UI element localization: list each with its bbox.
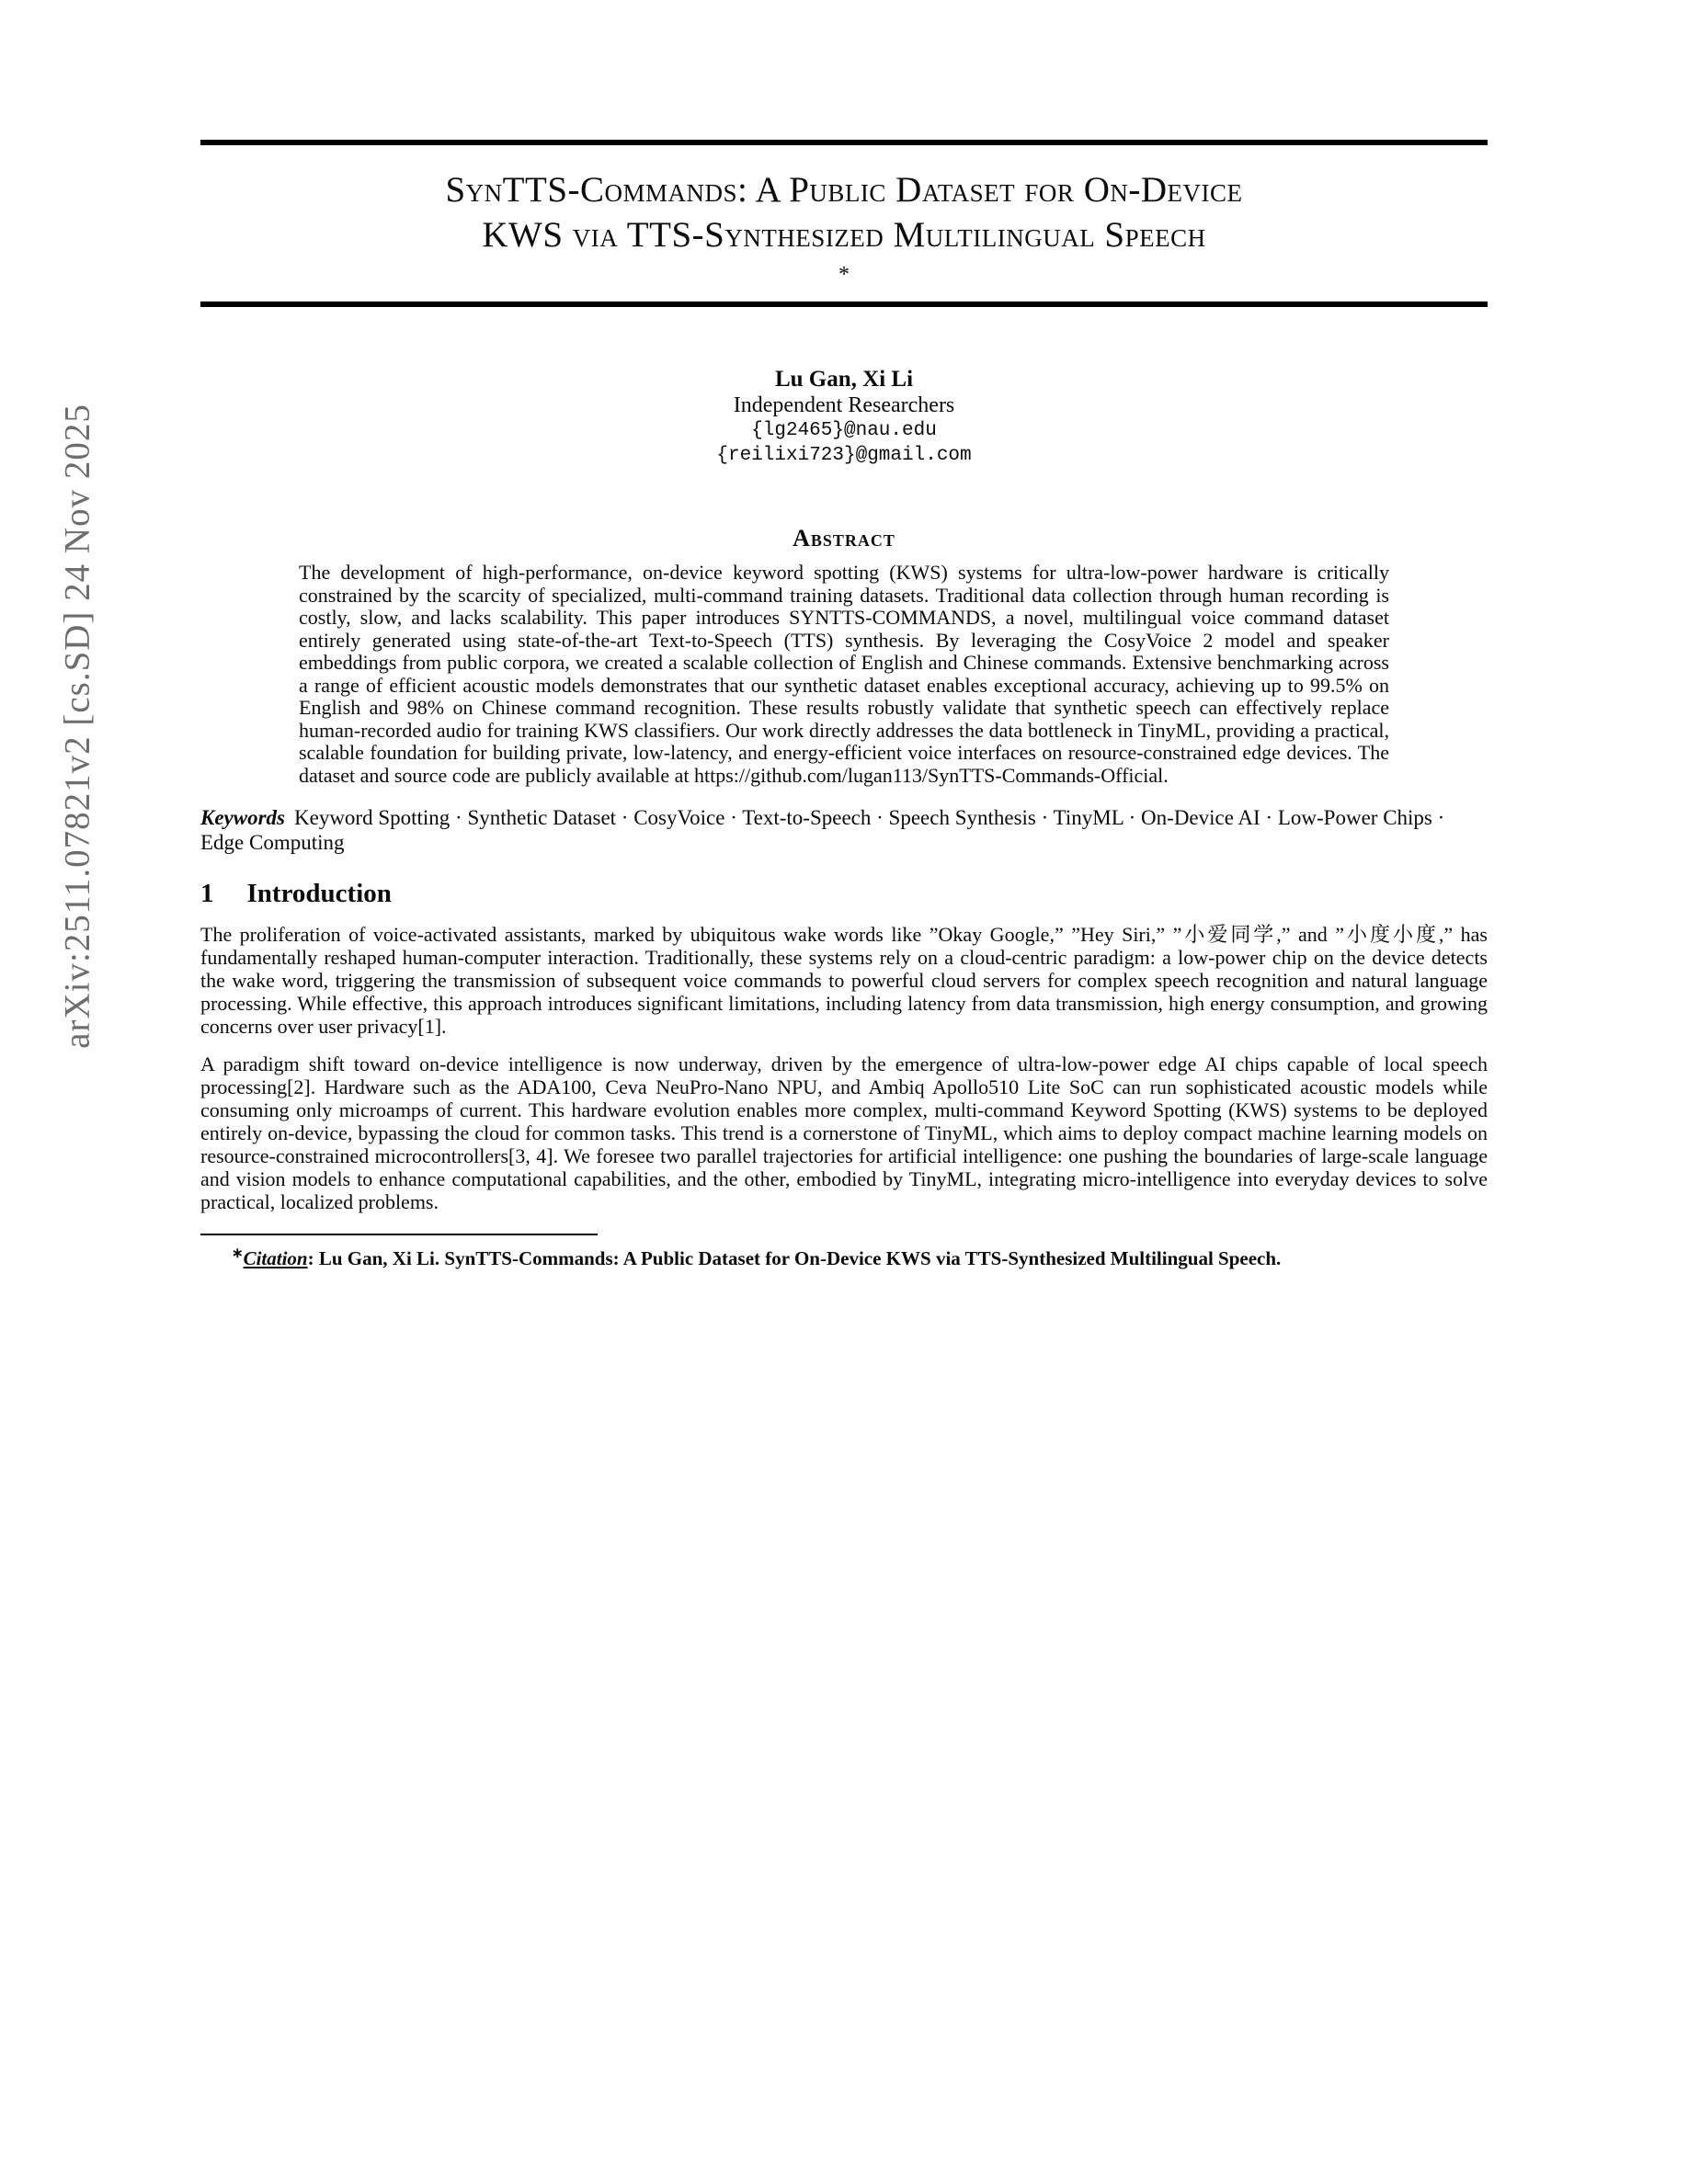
keywords-text: Keyword Spotting · Synthetic Dataset · CosyVoice · Text-to-Speech · Speech Synthesis · TinyML · On-Device AI · Low-Power Chips · Edge Computing: [200, 806, 1445, 854]
intro-paragraph-1: The proliferation of voice-activated assistants, marked by ubiquitous wake words like ”Okay Google,” ”Hey Siri,” ”小爱同学,” and ”小度小度,” has fundamentally reshaped human-computer interaction. Traditionally, these systems rely on a cloud-centric paradigm: a low-power chip on the device detects the wake word, triggering the transmission of subsequent voice commands to powerful cloud servers for complex speech recognition and natural language processing. While effective, this approach introduces significant limitations, including latency from data transmission, high energy consumption, and growing concerns over user privacy[1].: [200, 923, 1488, 1038]
authors-block: [200, 366, 1488, 468]
abstract-text: The development of high-performance, on-device keyword spotting (KWS) systems for ultra-low-power hardware is critically constrained by the scarcity of specialized, multi-command training datasets. Traditional data collection through human recording is costly, slow, and lacks scalability. This paper introduces SYNTTS-COMMANDS, a novel, multilingual voice command dataset entirely generated using state-of-the-art Text-to-Speech (TTS) synthesis. By leveraging the CosyVoice 2 model and speaker embeddings from public corpora, we created a scalable collection of English and Chinese commands. Extensive benchmarking across a range of efficient acoustic models demonstrates that our synthetic dataset enables exceptional accuracy, achieving up to 99.5% on English and 98% on Chinese command recognition. These results robustly validate that synthetic speech can effectively replace human-recorded audio for training KWS classifiers. Our work directly addresses the data bottleneck in TinyML, providing a practical, scalable foundation for building private, low-latency, and energy-efficient voice interfaces on resource-constrained edge devices. The dataset and source code are publicly available at https://github.com/lugan113/SynTTS-Commands-Official.: [299, 561, 1389, 787]
paper-title: [200, 167, 1488, 257]
keywords-label: Keywords: [200, 806, 285, 829]
title-footnote-mark: *: [838, 263, 850, 287]
author-names: Lu Gan, Xi Li: [774, 367, 914, 392]
footnote: [200, 1243, 1488, 1270]
title-rule-bottom: [200, 301, 1488, 307]
footnote-mark: ∗: [232, 1246, 244, 1261]
author-email-1: {lg2465}@nau.edu: [751, 420, 937, 441]
author-email-2: {reilixi723}@gmail.com: [716, 445, 972, 466]
arxiv-watermark: arXiv:2511.07821v2 [cs.SD] 24 Nov 2025: [57, 404, 97, 1049]
footnote-divider: [200, 1234, 598, 1235]
paper-title-line2: KWS via TTS-Synthesized Multilingual Speech: [482, 215, 1206, 255]
footnote-text: : Lu Gan, Xi Li. SynTTS-Commands: A Public Dataset for On-Device KWS via TTS-Synthesized Multilingual Speech.: [307, 1247, 1282, 1269]
paper-title-line1: SynTTS-Commands: A Public Dataset for On-Device: [445, 170, 1243, 210]
keywords-line: [200, 805, 1488, 855]
section-1-title: Introduction: [246, 879, 392, 908]
abstract-heading: Abstract: [793, 525, 895, 552]
section-1-number: 1: [200, 879, 214, 908]
title-rule-top: [200, 140, 1488, 145]
intro-paragraph-2: A paradigm shift toward on-device intelligence is now underway, driven by the emergence of ultra-low-power edge AI chips capable of local speech processing[2]. Hardware such as the ADA100, Ceva NeuPro-Nano NPU, and Ambiq Apollo510 Lite SoC can run sophisticated acoustic models while consuming only microamps of current. This hardware evolution enables more complex, multi-command Keyword Spotting (KWS) systems to be deployed entirely on-device, bypassing the cloud for common tasks. This trend is a cornerstone of TinyML, which aims to deploy compact machine learning models on resource-constrained microcontrollers[3, 4]. We foresee two parallel trajectories for artificial intelligence: one pushing the boundaries of large-scale language and vision models to enhance computational capabilities, and the other, embodied by TinyML, integrating micro-intelligence into everyday devices to solve practical, localized problems.: [200, 1052, 1488, 1213]
section-1-heading: [200, 879, 1488, 908]
author-affiliation: Independent Researchers: [733, 393, 955, 417]
footnote-label: Citation: [243, 1247, 308, 1269]
paper-page: [200, 0, 1488, 1270]
